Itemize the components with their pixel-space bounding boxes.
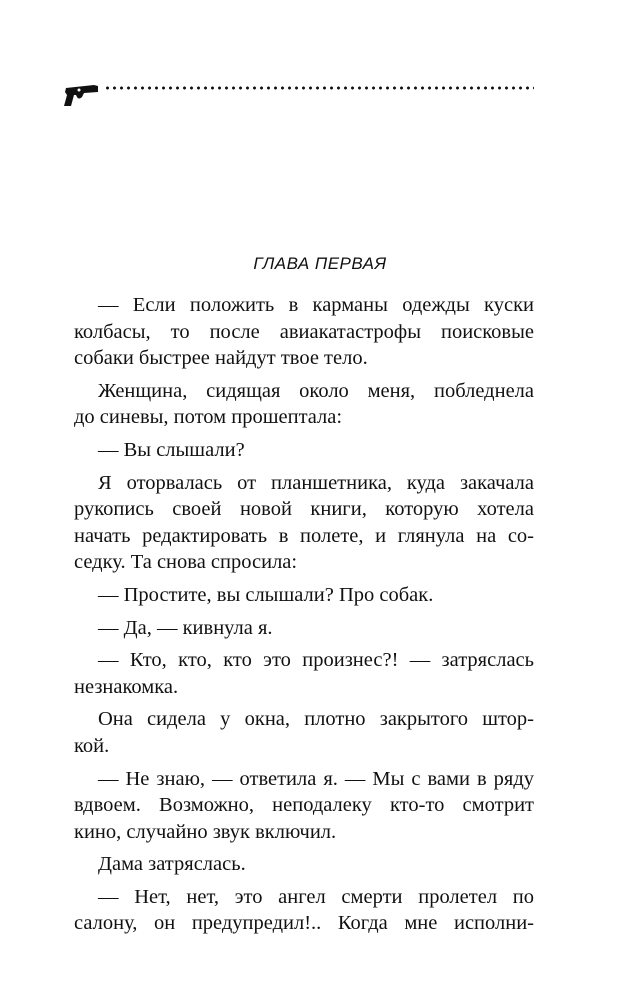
revolver-icon (62, 78, 102, 108)
text-line: колбасы, то после авиакатастрофы поисковые (74, 320, 534, 343)
text-line: незнакомка. (74, 675, 179, 698)
paragraph (74, 851, 534, 878)
header-ornament (62, 78, 536, 108)
text-body (74, 292, 534, 937)
text-line: Она сидела у окна, плотно закрытого штор- (98, 708, 534, 731)
paragraph (74, 470, 534, 576)
text-line: салону, он предупредил!.. Когда мне исполни- (74, 912, 534, 935)
paragraph (74, 647, 534, 700)
paragraph (74, 706, 534, 759)
paragraph (74, 615, 534, 642)
text-line: — Кто, кто, кто это произнес?! — затряслась (98, 649, 534, 672)
text-line: кой. (74, 734, 110, 757)
text-line: Дама затряслась. (98, 853, 246, 876)
text-line: рукопись своей новой книги, которую хотела (74, 498, 534, 521)
text-line: Женщина, сидящая около меня, побледнела (98, 379, 534, 402)
text-line: — Да, — кивнула я. (98, 616, 273, 639)
chapter-title: ГЛАВА ПЕРВАЯ (253, 254, 387, 273)
paragraph (74, 437, 534, 464)
text-line: — Вы слышали? (98, 438, 245, 461)
text-line: до синевы, потом прошептала: (74, 406, 343, 429)
text-line: Я оторвалась от планшетника, куда закачала (98, 471, 534, 494)
text-line: кино, случайно звук включил. (74, 820, 337, 843)
text-line: вдвоем. Возможно, неподалеку кто-то смотрит (74, 794, 534, 817)
text-line: — Простите, вы слышали? Про собак. (98, 583, 434, 606)
paragraph (74, 884, 534, 937)
text-line: седку. Та снова спросила: (74, 551, 298, 574)
paragraph (74, 582, 534, 609)
paragraph (74, 292, 534, 372)
text-line: начать редактировать в полете, и глянула на со- (74, 524, 534, 547)
text-line: собаки быстрее найдут твое тело. (74, 347, 368, 370)
text-line: — Нет, нет, это ангел смерти пролетел по (98, 885, 534, 908)
text-line: — Не знаю, — ответила я. — Мы с вами в ряду (98, 767, 534, 790)
text-line: — Если положить в карманы одежды куски (98, 294, 534, 316)
paragraph (74, 766, 534, 846)
dotted-rule (104, 86, 534, 90)
paragraph (74, 378, 534, 431)
